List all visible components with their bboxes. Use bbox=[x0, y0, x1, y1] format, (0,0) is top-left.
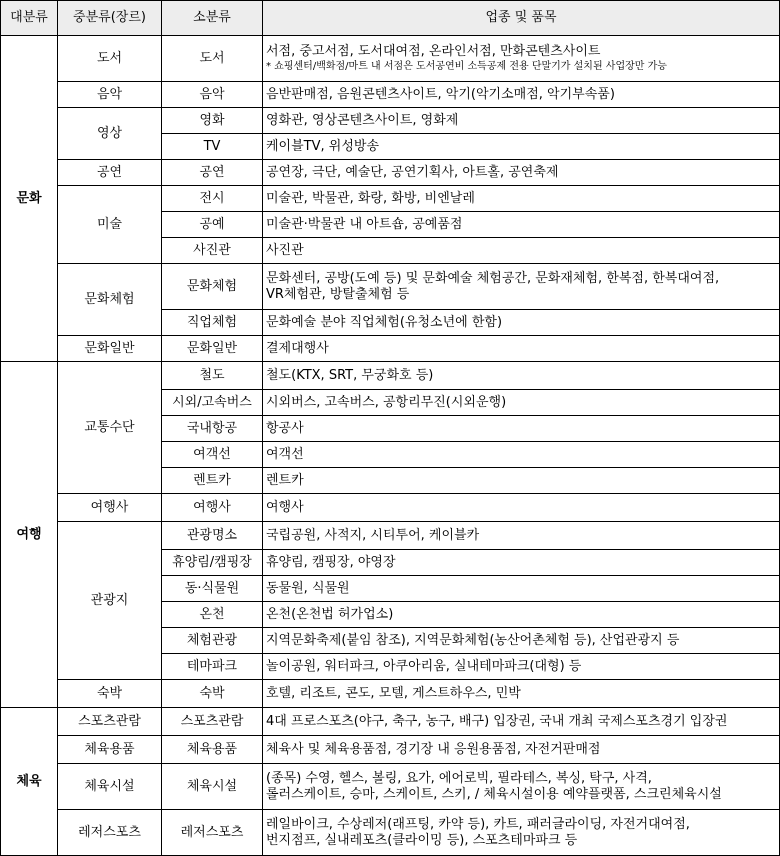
subcategory-cell: 사진관 bbox=[162, 238, 263, 264]
items-text: 온천(온천법 허가업소) bbox=[266, 606, 394, 622]
subcategory-cell: 직업체험 bbox=[162, 310, 263, 336]
table-row bbox=[1, 810, 780, 856]
subcategory-cell: 국내항공 bbox=[162, 416, 263, 442]
table-row bbox=[1, 336, 780, 362]
items-text: 미술관·박물관 내 아트숍, 공예품점 bbox=[266, 216, 463, 232]
genre-cell: 여행사 bbox=[58, 494, 162, 522]
items-note: * 쇼핑센터/백화점/마트 내 서점은 도서공연비 소득공제 전용 단말기가 설치된 사업장만 가능 bbox=[266, 60, 667, 72]
items-text: 지역문화축제(붙임 참조), 지역문화체험(농산어촌체험 등), 산업관광지 등 bbox=[266, 632, 680, 648]
items-cell bbox=[263, 264, 780, 310]
table-row bbox=[1, 36, 780, 82]
genre-cell: 스포츠관람 bbox=[58, 708, 162, 736]
genre-cell: 체육시설 bbox=[58, 764, 162, 810]
genre-cell: 관광지 bbox=[58, 522, 162, 680]
subcategory-cell: 음악 bbox=[162, 82, 263, 108]
items-text: 체육사 및 체육용품점, 경기장 내 응원용품점, 자전거판매점 bbox=[266, 741, 601, 757]
table-row bbox=[1, 264, 780, 310]
items-text: 번지점프, 실내레포츠(클라이밍 등), 스포츠테마파크 등 bbox=[266, 832, 578, 848]
subcategory-cell: 스포츠관람 bbox=[162, 708, 263, 736]
subcategory-cell: 숙박 bbox=[162, 680, 263, 708]
items-cell bbox=[263, 810, 780, 856]
items-cell bbox=[263, 576, 780, 602]
items-cell bbox=[263, 108, 780, 134]
items-cell bbox=[263, 416, 780, 442]
items-text: 롤러스케이트, 승마, 스케이트, 스키, / 체육시설이용 예약플랫폼, 스크린체육시설 bbox=[266, 786, 722, 802]
items-text: 케이블TV, 위성방송 bbox=[266, 138, 380, 154]
items-cell bbox=[263, 212, 780, 238]
items-cell bbox=[263, 310, 780, 336]
items-cell bbox=[263, 468, 780, 494]
items-cell bbox=[263, 522, 780, 550]
items-text: 사진관 bbox=[266, 242, 304, 258]
items-cell bbox=[263, 362, 780, 390]
subcategory-cell: 체육시설 bbox=[162, 764, 263, 810]
genre-cell: 도서 bbox=[58, 36, 162, 82]
items-cell bbox=[263, 390, 780, 416]
items-text: 결제대행사 bbox=[266, 340, 329, 356]
genre-cell: 영상 bbox=[58, 108, 162, 160]
subcategory-cell: 공예 bbox=[162, 212, 263, 238]
header-sub: 소분류 bbox=[162, 1, 263, 36]
items-cell bbox=[263, 160, 780, 186]
items-cell bbox=[263, 36, 780, 82]
subcategory-cell: 관광명소 bbox=[162, 522, 263, 550]
subcategory-cell: 레저스포츠 bbox=[162, 810, 263, 856]
items-text: 미술관, 박물관, 화랑, 화방, 비엔날레 bbox=[266, 190, 475, 206]
genre-cell: 문화일반 bbox=[58, 336, 162, 362]
table-row bbox=[1, 362, 780, 390]
items-cell bbox=[263, 708, 780, 736]
header-row bbox=[1, 1, 780, 36]
genre-cell: 숙박 bbox=[58, 680, 162, 708]
genre-cell: 레저스포츠 bbox=[58, 810, 162, 856]
items-text: 레일바이크, 수상레저(래프팅, 카약 등), 카트, 패러글라이딩, 자전거대여점, bbox=[266, 816, 690, 832]
items-text: 공연장, 극단, 예술단, 공연기획사, 아트홀, 공연축제 bbox=[266, 164, 559, 180]
subcategory-cell: 렌트카 bbox=[162, 468, 263, 494]
subcategory-cell: 철도 bbox=[162, 362, 263, 390]
items-cell bbox=[263, 238, 780, 264]
table-row bbox=[1, 736, 780, 764]
items-text: 4대 프로스포츠(야구, 축구, 농구, 배구) 입장권, 국내 개최 국제스포츠경기 입장권 bbox=[266, 713, 728, 729]
subcategory-cell: TV bbox=[162, 134, 263, 160]
items-text: 국립공원, 사적지, 시티투어, 케이블카 bbox=[266, 527, 480, 543]
items-text: 호텔, 리조트, 콘도, 모텔, 게스트하우스, 민박 bbox=[266, 685, 521, 701]
items-text: 철도(KTX, SRT, 무궁화호 등) bbox=[266, 367, 434, 383]
items-text: 여객선 bbox=[266, 446, 304, 462]
header-major: 대분류 bbox=[1, 1, 58, 36]
genre-cell: 교통수단 bbox=[58, 362, 162, 494]
items-cell bbox=[263, 186, 780, 212]
items-cell bbox=[263, 680, 780, 708]
subcategory-cell: 문화일반 bbox=[162, 336, 263, 362]
items-text: 문화예술 분야 직업체험(유청소년에 한함) bbox=[266, 314, 503, 330]
subcategory-cell: 여행사 bbox=[162, 494, 263, 522]
genre-cell: 문화체험 bbox=[58, 264, 162, 336]
items-cell bbox=[263, 82, 780, 108]
items-cell bbox=[263, 602, 780, 628]
table-row bbox=[1, 708, 780, 736]
items-text: 시외버스, 고속버스, 공항리무진(시외운행) bbox=[266, 394, 507, 410]
items-cell bbox=[263, 654, 780, 680]
subcategory-cell: 영화 bbox=[162, 108, 263, 134]
items-text: 서점, 중고서점, 도서대여점, 온라인서점, 만화콘텐츠사이트 bbox=[266, 43, 601, 59]
table-row bbox=[1, 764, 780, 810]
items-text: 여행사 bbox=[266, 499, 304, 515]
subcategory-cell: 체험관광 bbox=[162, 628, 263, 654]
subcategory-cell: 온천 bbox=[162, 602, 263, 628]
genre-cell: 공연 bbox=[58, 160, 162, 186]
items-cell bbox=[263, 442, 780, 468]
genre-cell: 체육용품 bbox=[58, 736, 162, 764]
header-items: 업종 및 품목 bbox=[263, 1, 780, 36]
major-category-cell: 체육 bbox=[1, 708, 58, 856]
major-category-cell: 여행 bbox=[1, 362, 58, 708]
items-text: 영화관, 영상콘텐츠사이트, 영화제 bbox=[266, 112, 459, 128]
table-row bbox=[1, 82, 780, 108]
items-text: 휴양림, 캠핑장, 야영장 bbox=[266, 554, 396, 570]
table-body bbox=[1, 36, 780, 856]
major-category-cell: 문화 bbox=[1, 36, 58, 362]
subcategory-cell: 도서 bbox=[162, 36, 263, 82]
table-row bbox=[1, 494, 780, 522]
table-row bbox=[1, 522, 780, 550]
items-text: 문화센터, 공방(도예 등) 및 문화예술 체험공간, 문화재체험, 한복점, 한복대여점, bbox=[266, 270, 720, 286]
subcategory-cell: 동·식물원 bbox=[162, 576, 263, 602]
items-text: (종목) 수영, 헬스, 볼링, 요가, 에어로빅, 필라테스, 복싱, 탁구, 사격, bbox=[266, 770, 652, 786]
items-cell bbox=[263, 336, 780, 362]
table-row bbox=[1, 680, 780, 708]
subcategory-cell: 휴양림/캠핑장 bbox=[162, 550, 263, 576]
subcategory-cell: 공연 bbox=[162, 160, 263, 186]
items-text: 항공사 bbox=[266, 420, 304, 436]
items-cell bbox=[263, 628, 780, 654]
items-cell bbox=[263, 736, 780, 764]
items-cell bbox=[263, 134, 780, 160]
genre-cell: 음악 bbox=[58, 82, 162, 108]
items-cell bbox=[263, 550, 780, 576]
items-text: 놀이공원, 워터파크, 아쿠아리움, 실내테마파크(대형) 등 bbox=[266, 658, 582, 674]
table-row bbox=[1, 108, 780, 134]
subcategory-cell: 테마파크 bbox=[162, 654, 263, 680]
items-text: 음반판매점, 음원콘텐츠사이트, 악기(악기소매점, 악기부속품) bbox=[266, 86, 615, 102]
items-text: 렌트카 bbox=[266, 472, 304, 488]
subcategory-cell: 체육용품 bbox=[162, 736, 263, 764]
header-genre: 중분류(장르) bbox=[58, 1, 162, 36]
subcategory-cell: 시외/고속버스 bbox=[162, 390, 263, 416]
items-cell bbox=[263, 494, 780, 522]
items-text: VR체험관, 방탈출체험 등 bbox=[266, 286, 410, 302]
items-text: 동물원, 식물원 bbox=[266, 580, 350, 596]
subcategory-cell: 여객선 bbox=[162, 442, 263, 468]
table-row bbox=[1, 160, 780, 186]
table-row bbox=[1, 186, 780, 212]
items-cell bbox=[263, 764, 780, 810]
genre-cell: 미술 bbox=[58, 186, 162, 264]
subcategory-cell: 전시 bbox=[162, 186, 263, 212]
subcategory-cell: 문화체험 bbox=[162, 264, 263, 310]
